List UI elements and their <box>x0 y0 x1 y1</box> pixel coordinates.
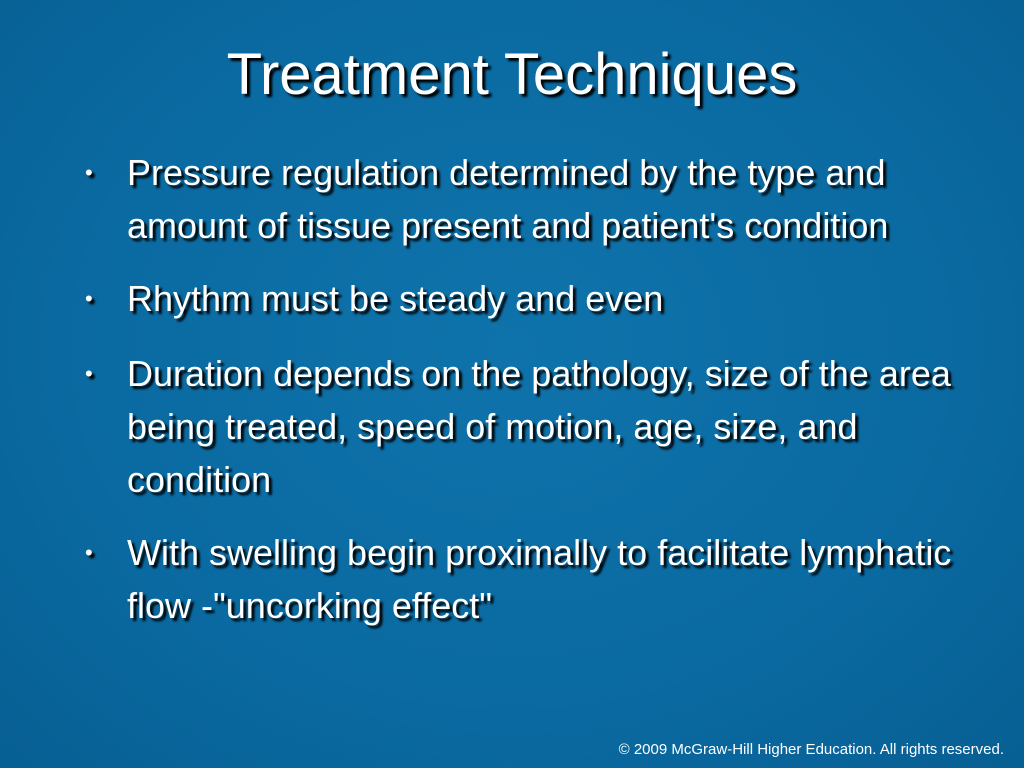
bullet-text: Rhythm must be steady and even <box>127 278 664 319</box>
bullet-item <box>85 526 965 632</box>
slide-title: Treatment Techniques <box>226 42 798 107</box>
bullet-item <box>85 146 965 252</box>
copyright-footer: © 2009 McGraw-Hill Higher Education. All rights reserved. <box>618 741 1004 758</box>
bullet-item <box>85 272 965 325</box>
bullet-text: With swelling begin proximally to facilitate lymphatic flow -"uncorking effect" <box>127 532 952 626</box>
bullet-list <box>85 146 965 652</box>
bullet-item <box>85 347 965 506</box>
bullet-icon: • <box>85 160 93 185</box>
bullet-icon: • <box>85 286 93 311</box>
bullet-text: Pressure regulation determined by the type and amount of tissue present and patient's condition <box>127 152 889 246</box>
bullet-icon: • <box>85 361 93 386</box>
bullet-text: Duration depends on the pathology, size of the area being treated, speed of motion, age, size, and condition <box>127 353 951 500</box>
bullet-icon: • <box>85 540 93 565</box>
